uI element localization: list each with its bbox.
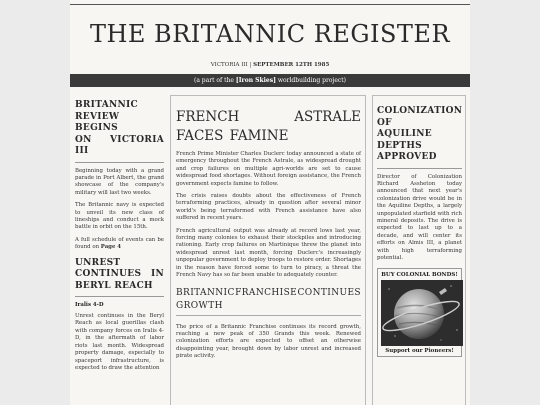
masthead-title: THE BRITANNIC REGISTER — [89, 20, 451, 48]
headline-line: GROWTH — [176, 300, 223, 311]
colonial-bonds-ad[interactable] — [377, 268, 462, 357]
divider — [75, 162, 164, 163]
newspaper-page — [70, 0, 470, 405]
headline-line — [176, 287, 361, 300]
headline-line: ON VICTORIA III — [75, 134, 164, 156]
middle-column — [170, 95, 366, 405]
article-paragraph: The price of a Britannic Franchise continues its record growth, reaching a new peak of 350 Grands this week. Renewed colonization efforts are expected to offset an otherwise disappointing year, brought down by labor unrest and increased pirate activity. — [176, 323, 361, 360]
headline-britannic-review — [75, 100, 164, 158]
headline-line: APPROVED — [377, 152, 437, 162]
lead-headline — [176, 108, 361, 146]
headline-word: ASTRALE — [294, 109, 361, 125]
banner-link[interactable]: [Iron Skies] — [235, 77, 276, 84]
headline-line: BERYL REACH — [75, 280, 153, 291]
headline-franchise-growth — [176, 287, 361, 313]
left-column — [75, 100, 164, 377]
lead-headline-line — [176, 108, 361, 127]
article-subhead: Iralis 4-D — [75, 302, 104, 309]
headline-word: FRANCHISE — [235, 287, 298, 298]
banner-text-post: worldbuilding project) — [275, 77, 347, 84]
dateline — [70, 62, 470, 68]
ad-title: BUY COLONIAL BONDS! — [381, 272, 458, 279]
right-column — [372, 95, 466, 405]
headline-line: REVIEW BEGINS — [75, 111, 120, 133]
planet-illustration-icon — [381, 280, 463, 346]
headline-line: AQUILINE DEPTHS — [377, 129, 432, 151]
paragraph-text: A full schedule of events can be found on — [75, 236, 164, 251]
divider — [176, 315, 361, 316]
page-reference: Page 4 — [100, 244, 122, 251]
top-rule — [70, 4, 470, 5]
article-paragraph: Unrest continues in the Beryl Reach as local guerillas clash with company forces on Iralis 4-D, in the aftermath of labor riots last month. Widespread property damage, especially to spaceport infrastructure, is expected to draw the attention — [75, 313, 164, 371]
divider — [75, 296, 164, 297]
headline-colonization — [377, 106, 462, 164]
headline-word: BRITANNIC — [176, 287, 235, 298]
headline-line: CONTINUES IN — [75, 269, 164, 280]
project-banner — [70, 74, 470, 87]
article-paragraph: French agricultural output was already at record lows last year, forcing many colonies to exhaust their stockpiles and introducing rationing. Early crop failures on Martinique threw the planet into widespread unrest last month, forcing Duclerc's increasingly unpopular government to deploy troops to restore order. Shortages in the reason have forced some to turn to piracy, a threat the French Navy has so far been unable to adequately counter. — [176, 227, 361, 279]
article-paragraph: French Prime Minister Charles Duclerc today announced a state of emergency throughout the French Astrale, as widespread drought and crop failures on multiple agri-worlds are set to cause widespread food shortages. Without foreign assistance, the French government expects famine to follow. — [176, 151, 361, 187]
headline-line: UNREST — [75, 257, 121, 268]
headline-line: BRITANNIC — [75, 100, 139, 110]
lead-headline-line: FACES FAMINE — [176, 128, 289, 144]
banner-text-pre: (a part of the — [193, 77, 236, 84]
headline-line: COLONIZATION OF — [377, 106, 463, 128]
article-paragraph: The crisis raises doubts about the effectiveness of French terraforming practices, already in question after several minor world's being terraformed with French assistance have also suffered in recent years. — [176, 193, 361, 222]
issue-date: SEPTEMBER 12TH 1985 — [253, 62, 330, 68]
headline-unrest-beryl-reach — [75, 258, 164, 293]
divider — [377, 168, 462, 169]
article-paragraph — [75, 237, 164, 252]
article-paragraph: Beginning today with a grand parade in Port Albert, the grand showcase of the company's military will last two weeks. — [75, 167, 164, 196]
article-paragraph: Director of Colonization Richard Assheton today announced that next year's colonization drive would be in the Aquiline Depths, a largely unpopulated starfield with rich mineral deposits. The drive is expected to last up to a decade, and will center its efforts on Almis III, a planet with high terraforming potential. — [377, 173, 462, 261]
article-paragraph: The Britannic navy is expected to unveil its new class of lineships and conduct a mock battle in orbit on the 15th. — [75, 202, 164, 231]
headline-word: CONTINUES — [297, 287, 361, 298]
edition-label: VICTORIA III | — [210, 62, 254, 68]
headline-word: FRENCH — [176, 109, 240, 125]
ad-slogan: Support our Pioneers! — [385, 348, 454, 355]
